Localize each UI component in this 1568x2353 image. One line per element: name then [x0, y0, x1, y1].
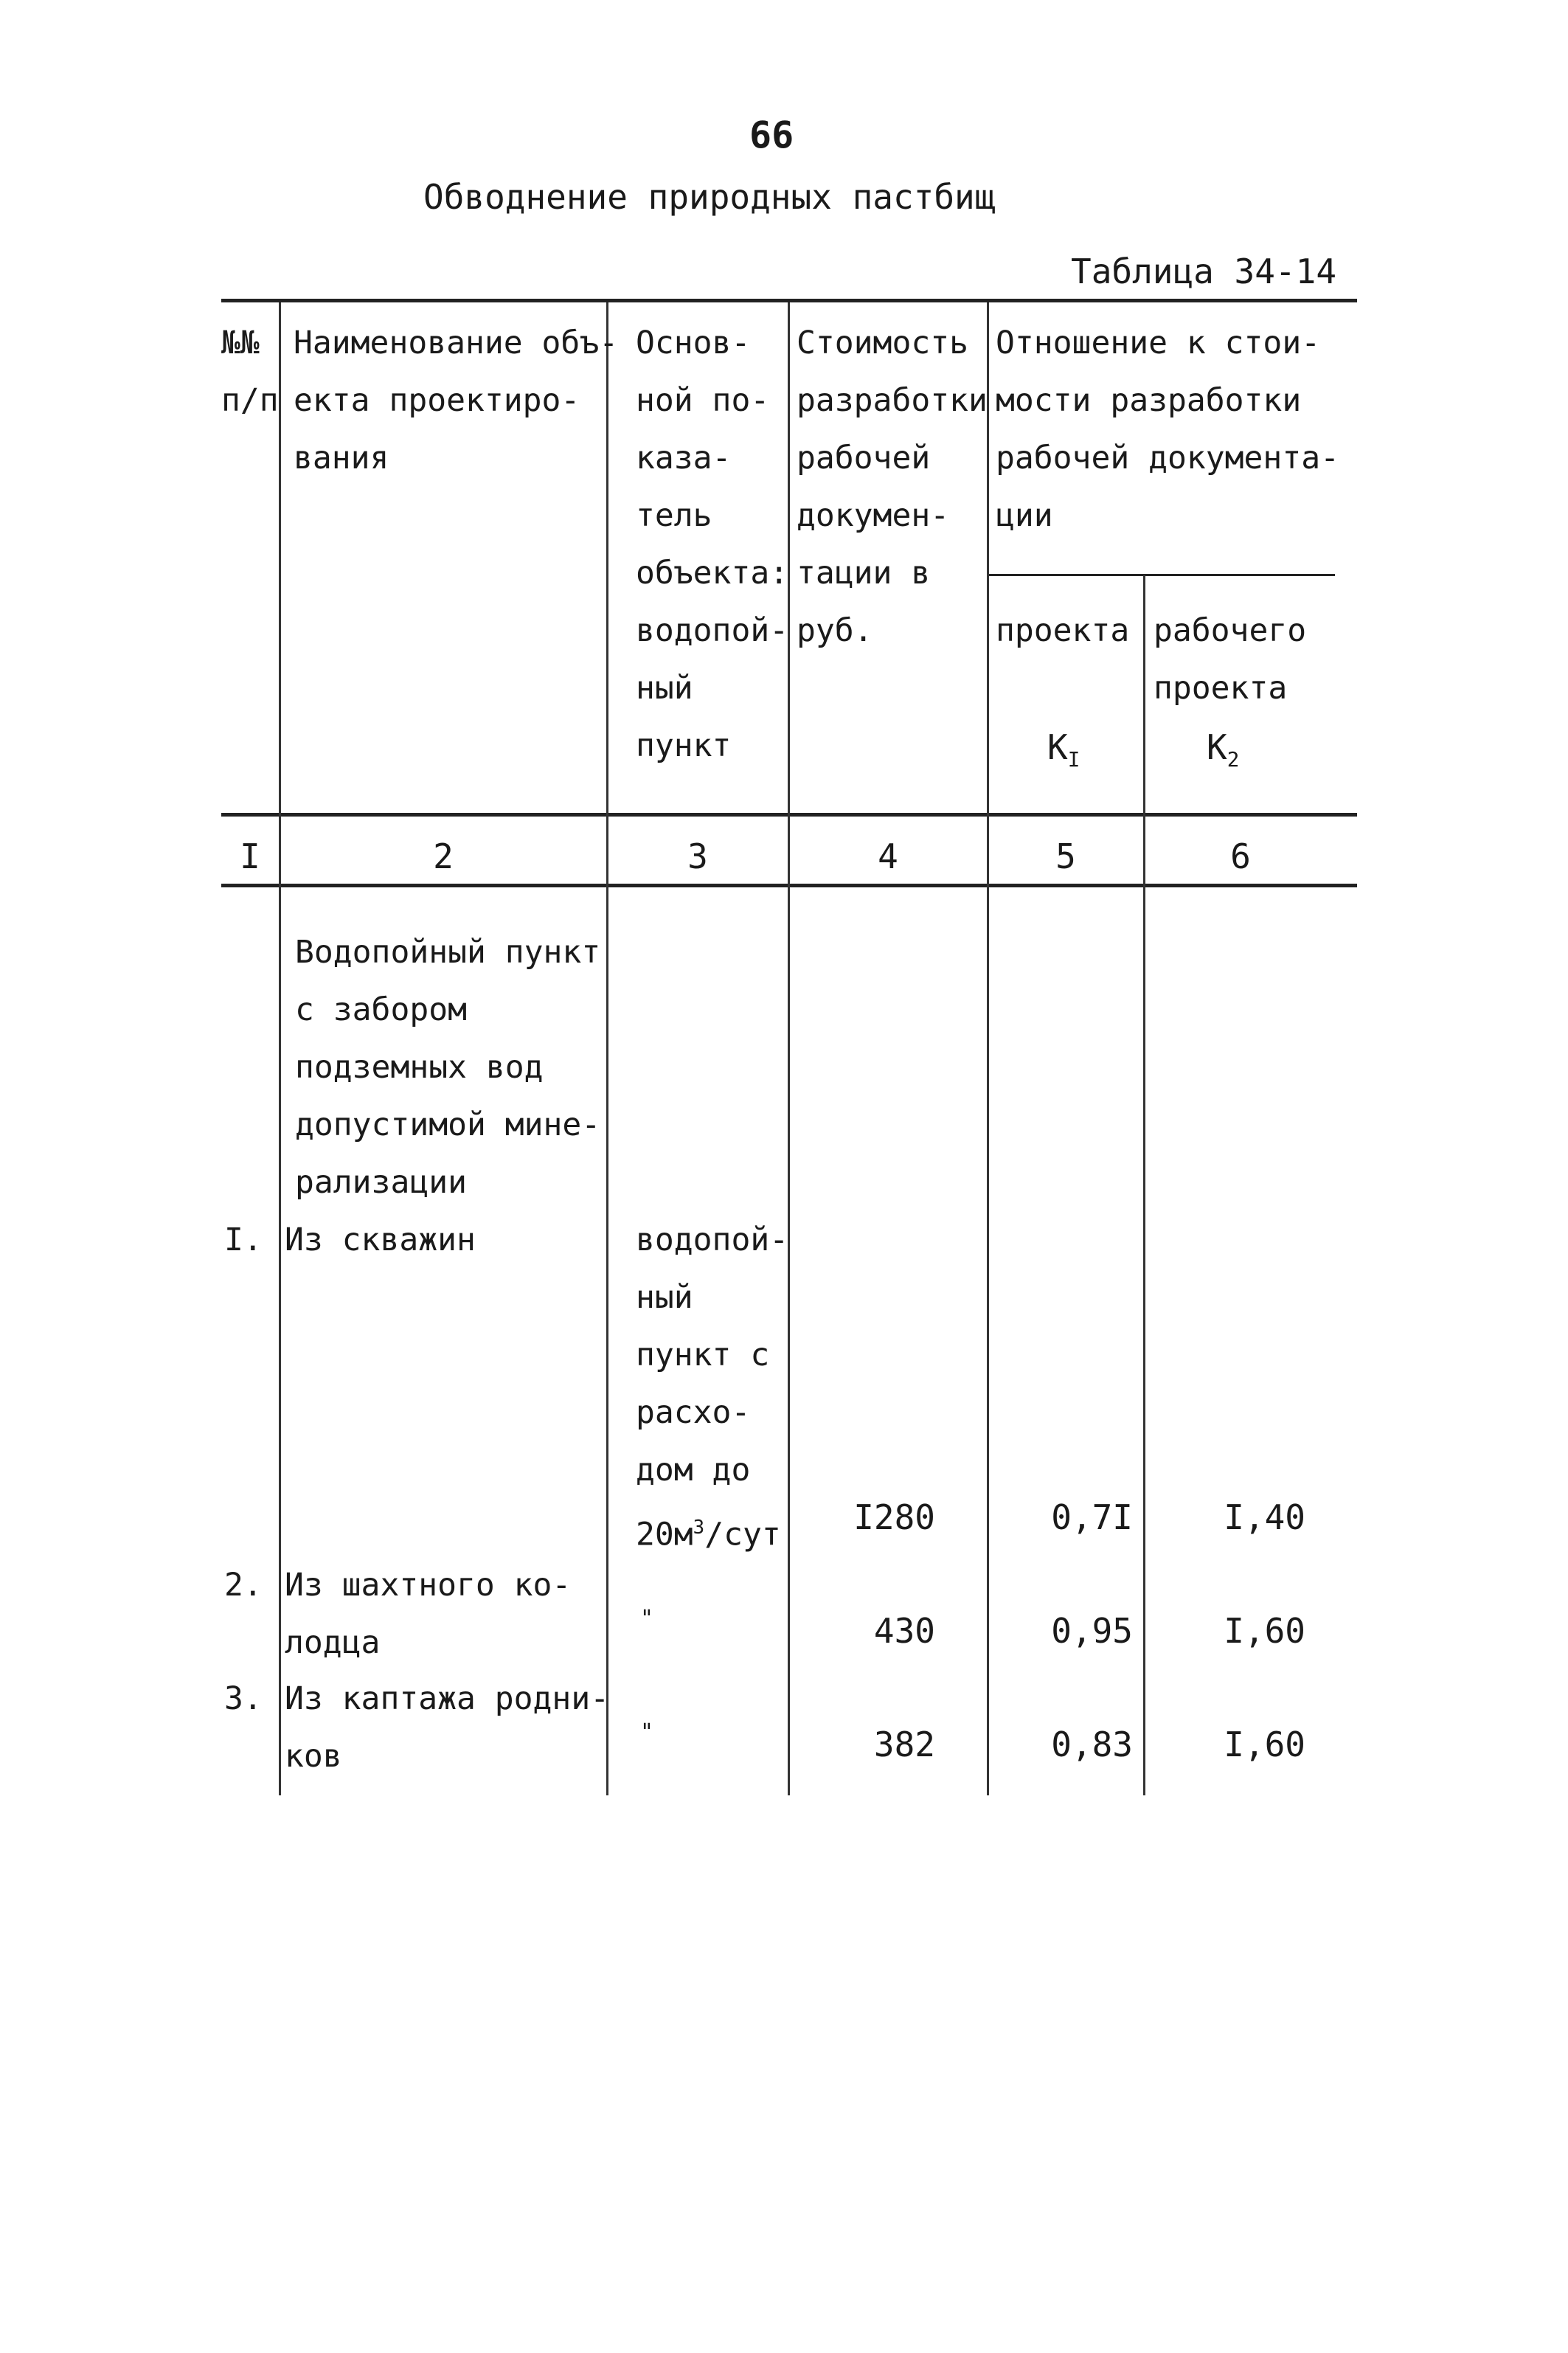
row-object-name: [285, 1211, 476, 1269]
header-ratio-group: [996, 314, 1339, 544]
header-working-project-ratio-line: рабочего: [1154, 612, 1307, 649]
group-heading-line: подземных вод: [295, 1049, 544, 1086]
row-indicator-line: ный: [636, 1279, 693, 1316]
column-number: 2: [433, 836, 454, 876]
column-number: 4: [878, 836, 898, 876]
header-project-ratio: [996, 602, 1129, 659]
row-k2: I,60: [1224, 1611, 1305, 1651]
row-k1: 0,95: [1051, 1611, 1133, 1651]
header-object-name-line: екта проектиро-: [294, 382, 580, 419]
header-indicator-line: каза-: [636, 440, 732, 477]
header-k2-subscript: 2: [1227, 747, 1240, 772]
col-divider-5: [1143, 575, 1145, 1795]
header-indicator-line: водопой-: [636, 612, 789, 649]
header-k1-symbol: [1047, 727, 1080, 772]
header-k2-symbol: [1207, 727, 1240, 772]
header-number-line: п/п: [221, 382, 279, 419]
header-object-name-line: Наименование объ-: [294, 325, 619, 361]
group-heading-line: Водопойный пункт: [295, 934, 601, 971]
row-number-text: I.: [224, 1221, 263, 1258]
row-object-name: [285, 1670, 609, 1785]
col-divider-1: [279, 302, 281, 1795]
header-ratio-group-line: мости разработки: [996, 382, 1302, 419]
column-number: 6: [1230, 836, 1251, 876]
table-label: Таблица 34-14: [1071, 252, 1337, 291]
row-k2: I,40: [1224, 1497, 1305, 1537]
header-ratio-group-line: ции: [996, 497, 1053, 534]
header-indicator-line: ной по-: [636, 382, 770, 419]
header-k2-letter: K: [1207, 727, 1227, 767]
header-indicator: [636, 314, 788, 774]
header-cost: [797, 314, 988, 659]
group-heading-line: рализации: [295, 1164, 467, 1201]
row-indicator-line: пункт с: [636, 1337, 770, 1373]
row-cost: 382: [873, 1725, 935, 1764]
header-object-name: [294, 314, 618, 487]
unit-superscript: 3: [693, 1517, 705, 1539]
row-object-name-line: ков: [285, 1738, 342, 1775]
row-indicator-line: расхо-: [636, 1394, 751, 1431]
header-k1-subscript: I: [1067, 747, 1080, 772]
header-indicator-line: тель: [636, 497, 712, 534]
row-number: [224, 1211, 263, 1269]
header-working-project-ratio-line: проекта: [1154, 670, 1288, 707]
header-cost-line: разработки: [797, 382, 988, 419]
col-divider-2: [606, 302, 608, 1795]
header-indicator-line: Основ-: [636, 325, 751, 361]
row-indicator: [636, 1211, 788, 1556]
row-object-name-line: Из скважин: [285, 1221, 476, 1258]
header-project-ratio-line: проекта: [996, 612, 1130, 649]
row-indicator-line: водопой-: [636, 1221, 789, 1258]
row-object-name-line: Из шахтного ко-: [285, 1567, 572, 1604]
header-indicator-line: пункт: [636, 727, 732, 764]
row-object-name: [285, 1556, 571, 1671]
row-indicator-ditto: ": [640, 1719, 654, 1745]
page-number: 66: [749, 114, 794, 156]
row-k2: I,60: [1224, 1725, 1305, 1764]
group-heading-line: допустимой мине-: [295, 1106, 601, 1143]
group-heading: [295, 923, 600, 1211]
column-number: 3: [687, 836, 708, 876]
header-object-name-line: вания: [294, 440, 389, 477]
header-split-rule: [988, 574, 1335, 576]
row-k1: 0,7I: [1051, 1497, 1133, 1537]
header-indicator-line: ный: [636, 670, 693, 707]
group-heading-line: с забором: [295, 991, 467, 1028]
row-indicator-line: дом до: [636, 1452, 751, 1489]
header-working-project-ratio: [1154, 602, 1306, 717]
row-number-text: 2.: [224, 1567, 263, 1604]
header-cost-line: тации в: [797, 555, 931, 592]
row-object-name-line: лодца: [285, 1624, 381, 1661]
header-cost-line: докумен-: [797, 497, 950, 534]
header-cost-line: рабочей: [797, 440, 931, 477]
row-cost: 430: [873, 1611, 935, 1651]
unit-prefix: 20м: [636, 1516, 693, 1553]
header-ratio-group-line: рабочей документа-: [996, 440, 1339, 477]
row-number: [224, 1556, 263, 1614]
header-cost-line: Стоимость: [797, 325, 968, 361]
page-title: Обводнение природных пастбищ: [423, 177, 996, 217]
row-indicator-unit: [636, 1499, 788, 1556]
header-ratio-group-line: Отношение к стои-: [996, 325, 1321, 361]
row-object-name-line: Из каптажа родни-: [285, 1680, 610, 1717]
row-number: [224, 1670, 263, 1728]
header-indicator-line: объекта:: [636, 555, 789, 592]
row-number-text: 3.: [224, 1680, 263, 1717]
header-number-line: №№: [221, 325, 260, 361]
row-cost: I280: [853, 1497, 935, 1537]
header-number: [221, 314, 279, 429]
header-cost-line: руб.: [797, 612, 873, 649]
row-indicator-ditto: ": [640, 1606, 654, 1632]
column-number: 5: [1055, 836, 1076, 876]
row-k1: 0,83: [1051, 1725, 1133, 1764]
header-k1-letter: K: [1047, 727, 1068, 767]
unit-suffix: /сут: [704, 1516, 781, 1553]
column-number: I: [240, 836, 260, 876]
